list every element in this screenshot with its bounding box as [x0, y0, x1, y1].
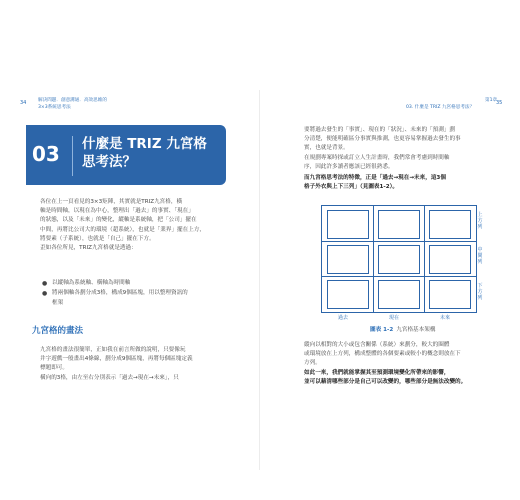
text-line: 縱向以相對的大小或包含關係（系統）來劃分，較大的圈體: [304, 342, 450, 348]
running-header-line2: 03. 什麼是 TRIZ 九宮格思考法？: [406, 105, 475, 110]
bullet-dot: ●: [42, 280, 48, 287]
section-title: 九宮格的畫法: [32, 326, 84, 336]
text-line: 九宮格的畫法很簡單，正如我在前言所做的說明，只要像玩: [40, 347, 186, 353]
col-label-future: 未來: [440, 315, 451, 321]
grid-line: [322, 276, 476, 277]
grid-line: [373, 206, 374, 312]
chapter-title-line2: 思考法？: [82, 154, 136, 170]
running-header-line1: 解決問題．創意溝通．高效思維的: [38, 98, 107, 103]
text-line: 實，也就是背景。: [304, 145, 349, 152]
text-line: 分清楚，便能明確區分事實與推測，也更容易掌握過去發生的事: [304, 136, 461, 143]
text-line: 要將過去發生的「事實」、現在的「狀況」、未來的「預測」劃: [304, 127, 456, 133]
running-header-line2: 3×3系統思考法: [38, 105, 71, 110]
text-line: 而九宮格思考法的特徵，正是「過去→現在→未來，這3個: [304, 175, 446, 181]
col-label-past: 過去: [338, 315, 349, 321]
grid-line: [424, 206, 425, 312]
text-line: 或環境放在上方列，構成整體的各個要素或較小的概念則放在下: [304, 351, 461, 358]
page-number: 34: [20, 100, 27, 106]
grid-cell: [429, 245, 471, 274]
grid-cell: [327, 210, 369, 239]
bullet-item-continued: 框架: [52, 300, 64, 306]
text-line: 橫向的3格，由左至右分別表示「過去→現在→未來」，只: [40, 374, 179, 381]
text-line: 方列。: [304, 360, 321, 367]
paragraph-bottom: [304, 341, 466, 387]
page-number: 35: [496, 100, 503, 106]
col-label-present: 現在: [389, 315, 400, 321]
text-line: 中間，再將比公司大的環境（超系統），也就是「業界」擺在上方，: [40, 226, 206, 233]
chapter-number: 03: [32, 142, 60, 166]
bullet-item: 以縱軸為系統軸、橫軸為時間軸: [52, 280, 131, 286]
text-line: 各位在上一頁看見的3×3矩陣，其實就是TRIZ九宮格，橫: [40, 199, 183, 205]
text-line: 的狀態，以及「未來」的變化，縱軸是系統軸，把「公司」擺在: [40, 217, 197, 224]
text-line: 標題即可。: [40, 365, 68, 372]
figure-caption: [370, 325, 435, 333]
nine-grid-figure: [321, 205, 477, 313]
paragraph-method: [40, 346, 193, 383]
text-line: 軸是時間軸，以現在為中心，整理出「過去」的事實、「現在」: [40, 208, 194, 215]
grid-cell: [327, 280, 369, 309]
bullet-dot: ●: [42, 290, 48, 297]
row-label-bottom: 下方列: [477, 283, 483, 301]
text-line: 並可以藉清哪些部分是自己可以改變的，哪些部分是無法改變的。: [304, 378, 467, 385]
title-divider: [72, 136, 73, 176]
text-line: 歪如各位所見，TRIZ九宮格就是透過：: [40, 245, 137, 252]
text-line: 在規劃專案時探或訂立人生計畫時，我們常會考慮到時間軸: [304, 154, 450, 161]
grid-cell: [378, 210, 420, 239]
grid-cell: [429, 210, 471, 239]
text-line: 如此一來，我們就能掌握其至預測環境變化所帶來的影響，: [304, 369, 450, 376]
text-line: 將要素（子系統），也就是「自己」擺在下方。: [40, 235, 155, 242]
paragraph-intro: [40, 198, 205, 253]
caption-id: 圖表 1-2: [370, 327, 394, 333]
row-label-middle: 中間列: [477, 247, 483, 265]
grid-line: [322, 241, 476, 242]
text-line: 井字遊戲一般畫出4條線，劃分成9個區塊，再將每個區塊定義: [40, 356, 193, 363]
grid-cell: [327, 245, 369, 274]
grid-cell: [429, 280, 471, 309]
text-line: 序，因此許多讀者應該已經很熟悉。: [304, 163, 394, 170]
paragraph-top: [304, 126, 461, 172]
text-line: 格子外衣與上下三列」（見圖表1-2）。: [304, 184, 399, 191]
chapter-title: [82, 135, 207, 171]
grid-cell: [378, 245, 420, 274]
row-label-top: 上方列: [477, 212, 483, 230]
bullet-item: 將兩個軸各劃分成3格，構成9個區塊，用以整理資訊的: [52, 290, 188, 296]
caption-text: 九宮格基本架構: [396, 327, 436, 333]
paragraph-highlight: [304, 174, 446, 192]
grid-cell: [378, 280, 420, 309]
running-header-line1: 第1章: [485, 98, 498, 103]
chapter-title-line1: 什麼是 TRIZ 九宮格: [82, 136, 207, 152]
